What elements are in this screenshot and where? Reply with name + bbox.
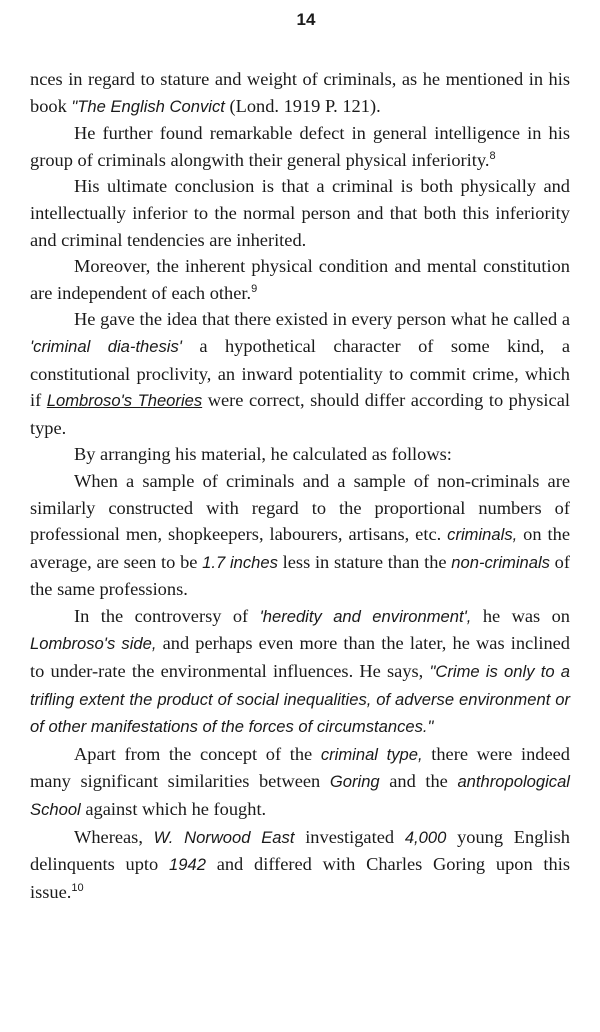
text-run: and perhaps even more than the later, he was inclined to under-rate the environmental influences. He says, xyxy=(30,633,570,682)
text-run: Apart from the concept of the xyxy=(74,743,321,764)
emphasized-text: anthropological School xyxy=(30,772,570,820)
text-run: He gave the idea that there existed in every person what he called a xyxy=(74,309,570,330)
text-run: When a sample of criminals and a sample of non-criminals are similarly constructed with regard to the proportional numbers of professional men, shopkeepers, labourers, artisans, etc. xyxy=(30,470,570,545)
text-run: By arranging his material, he calculated as follows: xyxy=(74,444,452,465)
text-run: a hypothetical character of some kind, a constitutional proclivity, an inward potentiality to commit crime, which if xyxy=(30,335,570,411)
text-run: and differed with Charles Goring upon this issue. xyxy=(30,854,570,902)
text-run: (Lond. 1919 P. 121). xyxy=(224,95,381,116)
emphasized-text: Lombroso's side, xyxy=(30,634,157,654)
emphasized-text: 1942 xyxy=(169,855,206,875)
text-run: he was on xyxy=(471,605,570,626)
paragraph xyxy=(30,120,570,173)
text-run: Whereas, xyxy=(74,826,154,847)
emphasized-text: 'criminal dia-thesis' xyxy=(30,336,182,356)
footnote-marker: 8 xyxy=(489,149,496,162)
paragraph xyxy=(30,741,570,824)
paragraph xyxy=(30,603,570,741)
emphasized-text: 4,000 xyxy=(404,827,447,847)
footnote-marker: 10 xyxy=(71,881,84,894)
text-run: nces in regard to stature and weight of criminals, as he mentioned in his book xyxy=(30,69,570,116)
emphasized-text: W. Norwood East xyxy=(153,827,295,847)
emphasized-text: Lombroso's Theories xyxy=(46,391,203,411)
text-run: Moreover, the inherent physical condition and mental constitution are independent of each other. xyxy=(30,256,570,303)
paragraph xyxy=(30,306,570,441)
text-run: less in stature than the xyxy=(277,551,452,572)
paragraph xyxy=(30,66,570,120)
emphasized-text: "Crime is only to a trifling extent the product of social inequalities, of adverse environment or of other manifestations of the forces of circumstances." xyxy=(30,662,570,737)
text-run: investigated xyxy=(294,826,405,847)
emphasized-text: non-criminals xyxy=(451,552,550,572)
emphasized-text: criminal type, xyxy=(320,744,423,764)
page-number: 14 xyxy=(296,10,316,29)
footnote-marker: 9 xyxy=(251,282,258,295)
text-run: were correct, should differ according to physical type. xyxy=(30,390,570,438)
text-run: against which he fought. xyxy=(80,799,267,820)
text-run: In the controversy of xyxy=(74,605,260,626)
paragraph xyxy=(30,441,570,468)
paragraph xyxy=(30,173,570,253)
document-page xyxy=(30,8,570,905)
paragraph xyxy=(30,468,570,603)
body-text xyxy=(30,66,570,905)
paragraph xyxy=(30,253,570,306)
emphasized-text: 1.7 inches xyxy=(202,552,278,572)
paragraph xyxy=(30,824,570,906)
text-run: there were indeed many significant similarities between xyxy=(30,743,570,792)
text-run: of the same professions. xyxy=(30,551,570,600)
emphasized-text: criminals, xyxy=(447,525,518,545)
text-run: His ultimate conclusion is that a criminal is both physically and intellectually inferior to the normal person and that both this inferiority and criminal tendencies are inherited. xyxy=(30,176,570,250)
text-run: He further found remarkable defect in general intelligence in his group of criminals alongwith their general physical inferiority. xyxy=(30,123,570,170)
text-run: and the xyxy=(379,771,458,792)
emphasized-text: "The English Convict xyxy=(71,96,225,116)
text-run: on the average, are seen to be xyxy=(30,524,570,572)
text-run: young English delinquents upto xyxy=(30,826,570,875)
emphasized-text: 'heredity and environment', xyxy=(259,606,472,626)
emphasized-text: Goring xyxy=(329,772,380,792)
